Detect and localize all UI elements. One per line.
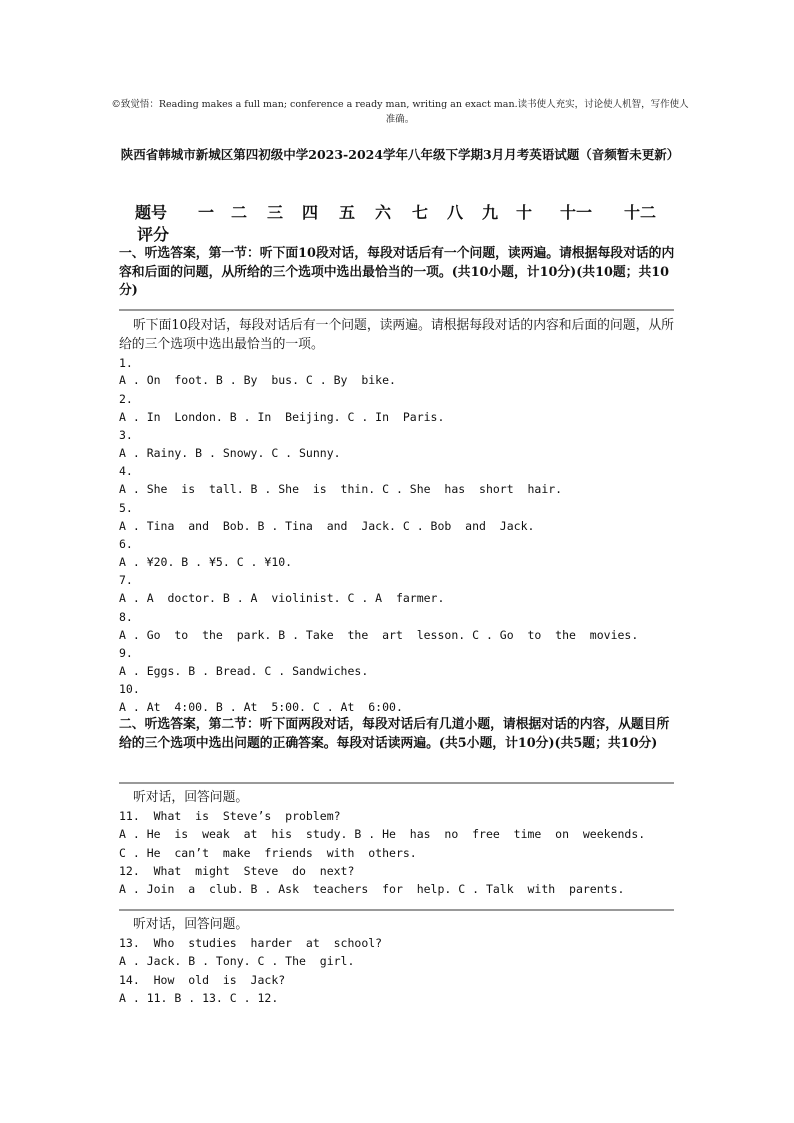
group2-intro: 听对话，回答问题。 bbox=[133, 917, 249, 932]
score-column: 四 bbox=[302, 203, 319, 222]
score-column: 九 bbox=[482, 203, 499, 222]
q14-question: 14. How old is Jack? bbox=[119, 973, 286, 987]
score-table-header bbox=[135, 200, 695, 224]
score-column: 二 bbox=[231, 203, 248, 222]
q12-question: 12. What might Steve do next? bbox=[119, 864, 355, 878]
q10-options: A . At 4:00. B . At 5:00. C . At 6:00. bbox=[119, 700, 403, 714]
score-column: 十一 bbox=[560, 203, 593, 222]
q14-options: A . 11. B . 13. C . 12. bbox=[119, 991, 279, 1005]
score-column: 一 bbox=[198, 203, 215, 222]
score-column: 三 bbox=[267, 203, 284, 222]
q11-question: 11. What is Steve’s problem? bbox=[119, 809, 341, 823]
q2-number: 2. bbox=[119, 392, 133, 406]
q6-number: 6. bbox=[119, 537, 133, 551]
q1-number: 1. bbox=[119, 356, 133, 370]
score-column: 五 bbox=[339, 203, 356, 222]
score-column: 八 bbox=[447, 203, 464, 222]
q3-number: 3. bbox=[119, 428, 133, 442]
q4-number: 4. bbox=[119, 464, 133, 478]
q11-options-a-b: A . He is weak at his study. B . He has no free time on weekends. bbox=[119, 827, 646, 841]
q8-number: 8. bbox=[119, 610, 133, 624]
score-column: 十 bbox=[516, 203, 533, 222]
q4-options: A . She is tall. B . She is thin. C . She has short hair. bbox=[119, 482, 563, 496]
q3-options: A . Rainy. B . Snowy. C . Sunny. bbox=[119, 446, 341, 460]
score-row-label: 评分 bbox=[137, 225, 170, 244]
divider bbox=[119, 309, 674, 311]
q12-options: A . Join a club. B . Ask teachers for help. C . Talk with parents. bbox=[119, 882, 625, 896]
section1-instruction: 听下面10段对话，每段对话后有一个问题，读两遍。请根据每段对话的内容和后面的问题，从所给的三个选项中选出最恰当的一项。 bbox=[119, 318, 674, 352]
q11-option-c: C . He can’t make friends with others. bbox=[119, 846, 417, 860]
motto-text: ©致觉悟：Reading makes a full man; conference a ready man, writing an exact man.读书使人充实，讨论使人机智，写作使人准确。 bbox=[111, 99, 689, 125]
q7-options: A . A doctor. B . A violinist. C . A farmer. bbox=[119, 591, 445, 605]
q8-options: A . Go to the park. B . Take the art lesson. C . Go to the movies. bbox=[119, 628, 639, 642]
q13-options: A . Jack. B . Tony. C . The girl. bbox=[119, 954, 355, 968]
page-title: 陕西省韩城市新城区第四初级中学2023-2024学年八年级下学期3月月考英语试题（音频暂未更新） bbox=[120, 147, 680, 162]
q10-number: 10. bbox=[119, 682, 140, 696]
q5-number: 5. bbox=[119, 501, 133, 515]
group1-intro: 听对话，回答问题。 bbox=[133, 790, 249, 805]
score-column: 六 bbox=[375, 203, 392, 222]
q1-options: A . On foot. B . By bus. C . By bike. bbox=[119, 373, 396, 387]
q7-number: 7. bbox=[119, 573, 133, 587]
q6-options: A . ¥20. B . ¥5. C . ¥10. bbox=[119, 555, 293, 569]
score-header-label: 题号 bbox=[135, 203, 168, 222]
score-column: 七 bbox=[412, 203, 429, 222]
q9-number: 9. bbox=[119, 646, 133, 660]
q5-options: A . Tina and Bob. B . Tina and Jack. C . Bob and Jack. bbox=[119, 519, 535, 533]
q2-options: A . In London. B . In Beijing. C . In Paris. bbox=[119, 410, 445, 424]
section1-heading: 一、听选答案，第一节：听下面10段对话，每段对话后有一个问题，读两遍。请根据每段对话的内容和后面的问题，从所给的三个选项中选出最恰当的一项。(共10小题，计10分)(共10题；共10分) bbox=[119, 246, 675, 298]
divider bbox=[119, 782, 674, 784]
section2-heading: 二、听选答案，第二节：听下面两段对话，每段对话后有几道小题，请根据对话的内容，从题目所给的三个选项中选出问题的正确答案。每段对话读两遍。(共5小题，计10分)(共5题；共10分) bbox=[119, 717, 670, 751]
divider bbox=[119, 909, 674, 911]
q9-options: A . Eggs. B . Bread. C . Sandwiches. bbox=[119, 664, 369, 678]
q13-question: 13. Who studies harder at school? bbox=[119, 936, 383, 950]
score-column: 十二 bbox=[624, 203, 657, 222]
